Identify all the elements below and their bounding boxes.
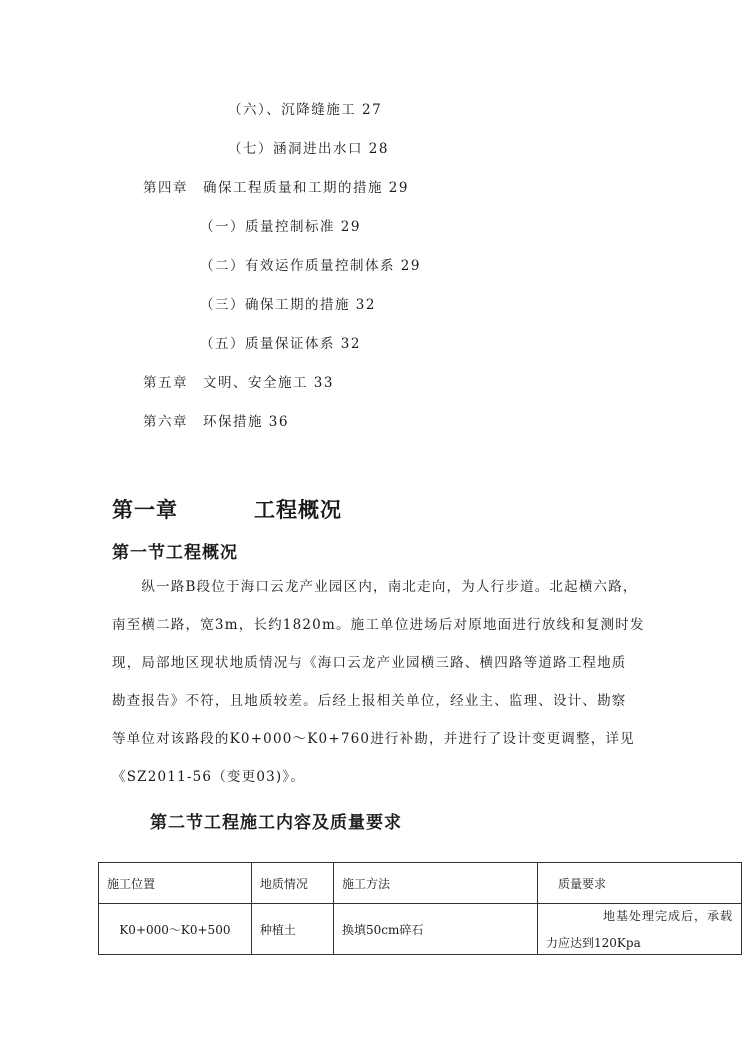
requirement-line: 地基处理完成后，承载 xyxy=(602,909,733,923)
table-cell: 换填50cm碎石 xyxy=(334,904,538,955)
toc-chapter-item[interactable]: 第五章 文明、安全施工 33 xyxy=(143,375,334,391)
section-heading: 第二节工程施工内容及质量要求 xyxy=(150,813,402,833)
table-header-cell: 施工方法 xyxy=(334,863,538,904)
table-cell: K0+000～K0+500 xyxy=(99,904,252,955)
table-header-row xyxy=(99,863,742,904)
construction-quality-table xyxy=(98,862,742,955)
chapter-heading xyxy=(112,494,342,524)
section-heading: 第一节工程概况 xyxy=(112,543,238,563)
toc-item[interactable]: （三）确保工期的措施 32 xyxy=(200,297,376,313)
paragraph-line: 南至横二路，宽3m，长约1820m。施工单位进场后对原地面进行放线和复测时发 xyxy=(112,617,645,633)
table-header-cell: 地质情况 xyxy=(251,863,333,904)
chapter-number: 第一章 xyxy=(112,498,178,522)
toc-chapter-item[interactable]: 第六章 环保措施 36 xyxy=(143,414,289,430)
paragraph-line: 《SZ2011-56（变更03)》。 xyxy=(112,769,306,785)
toc-item[interactable]: （五）质量保证体系 32 xyxy=(200,336,361,352)
table-cell xyxy=(538,904,742,955)
toc-chapter-item[interactable]: 第四章 确保工程质量和工期的措施 29 xyxy=(143,180,409,196)
table-header-cell: 质量要求 xyxy=(538,863,742,904)
table-row xyxy=(99,904,742,955)
paragraph-line: 勘查报告》不符，且地质较差。后经上报相关单位，经业主、监理、设计、勘察 xyxy=(112,693,627,709)
paragraph-line: 纵一路B段位于海口云龙产业园区内，南北走向，为人行步道。北起横六路， xyxy=(112,579,638,595)
toc-item[interactable]: （六）、沉降缝施工 27 xyxy=(228,102,383,118)
toc-item[interactable]: （七）涵洞进出水口 28 xyxy=(228,141,389,157)
paragraph-line: 等单位对该路段的K0+000～K0+760进行补勘，并进行了设计变更调整，详见 xyxy=(112,731,635,747)
table-header-cell: 施工位置 xyxy=(99,863,252,904)
requirement-line: 力应达到120Kpa xyxy=(546,936,641,950)
table-cell: 种植土 xyxy=(251,904,333,955)
toc-item[interactable]: （一）质量控制标准 29 xyxy=(200,219,361,235)
chapter-title: 工程概况 xyxy=(254,498,342,522)
paragraph-line: 现，局部地区现状地质情况与《海口云龙产业园横三路、横四路等道路工程地质 xyxy=(112,655,627,671)
toc-item[interactable]: （二）有效运作质量控制体系 29 xyxy=(200,258,421,274)
